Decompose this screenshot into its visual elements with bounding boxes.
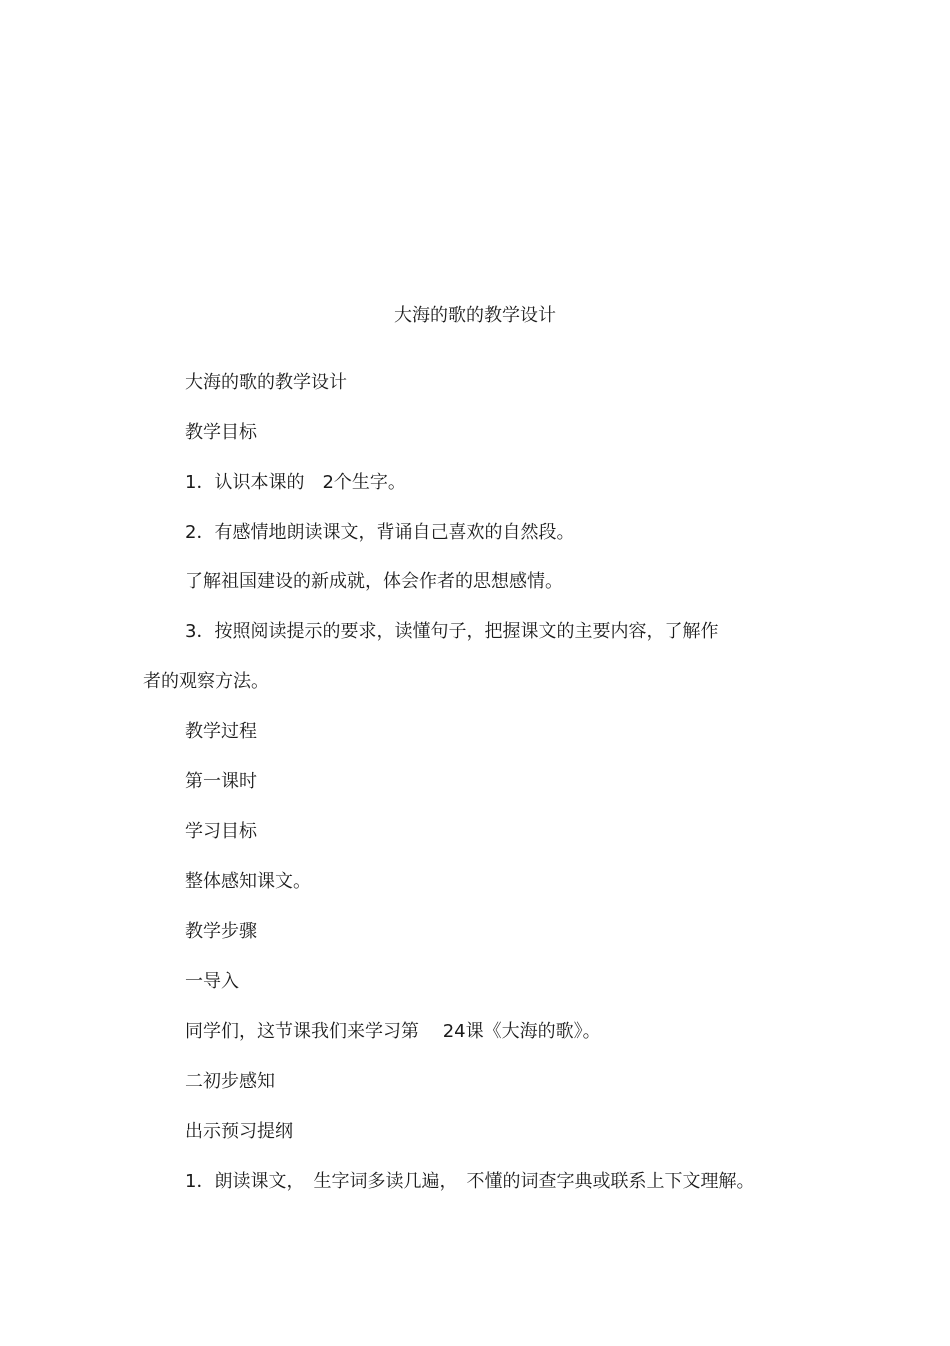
step-intro-text: 同学们，这节课我们来学习第 24课《大海的歌》。	[185, 1021, 601, 1042]
heading-learning-goals: 学习目标	[185, 821, 257, 842]
heading-teaching-process: 教学过程	[185, 721, 257, 742]
goal-item-2: 2．有感情地朗读课文，背诵自己喜欢的自然段。	[185, 522, 575, 543]
goal-item-1: 1．认识本课的 2个生字。	[185, 472, 406, 493]
goal-item-3-continued: 者的观察方法。	[143, 671, 269, 692]
step-perception-heading: 二初步感知	[185, 1071, 275, 1092]
heading-teaching-steps: 教学步骤	[185, 921, 257, 942]
step-intro-heading: 一导入	[185, 971, 239, 992]
paragraph-subtitle: 大海的歌的教学设计	[185, 372, 347, 393]
heading-teaching-goals: 教学目标	[185, 422, 257, 443]
learning-goal-text: 整体感知课文。	[185, 871, 311, 892]
goal-item-3: 3．按照阅读提示的要求，读懂句子，把握课文的主要内容，了解作	[185, 621, 719, 642]
goal-item-2-continued: 了解祖国建设的新成就，体会作者的思想感情。	[185, 571, 563, 592]
preview-outline-heading: 出示预习提纲	[185, 1121, 293, 1142]
heading-first-lesson: 第一课时	[185, 771, 257, 792]
page-title: 大海的歌的教学设计	[394, 305, 556, 326]
preview-item-1: 1．朗读课文， 生字词多读几遍， 不懂的词查字典或联系上下文理解。	[185, 1171, 755, 1192]
